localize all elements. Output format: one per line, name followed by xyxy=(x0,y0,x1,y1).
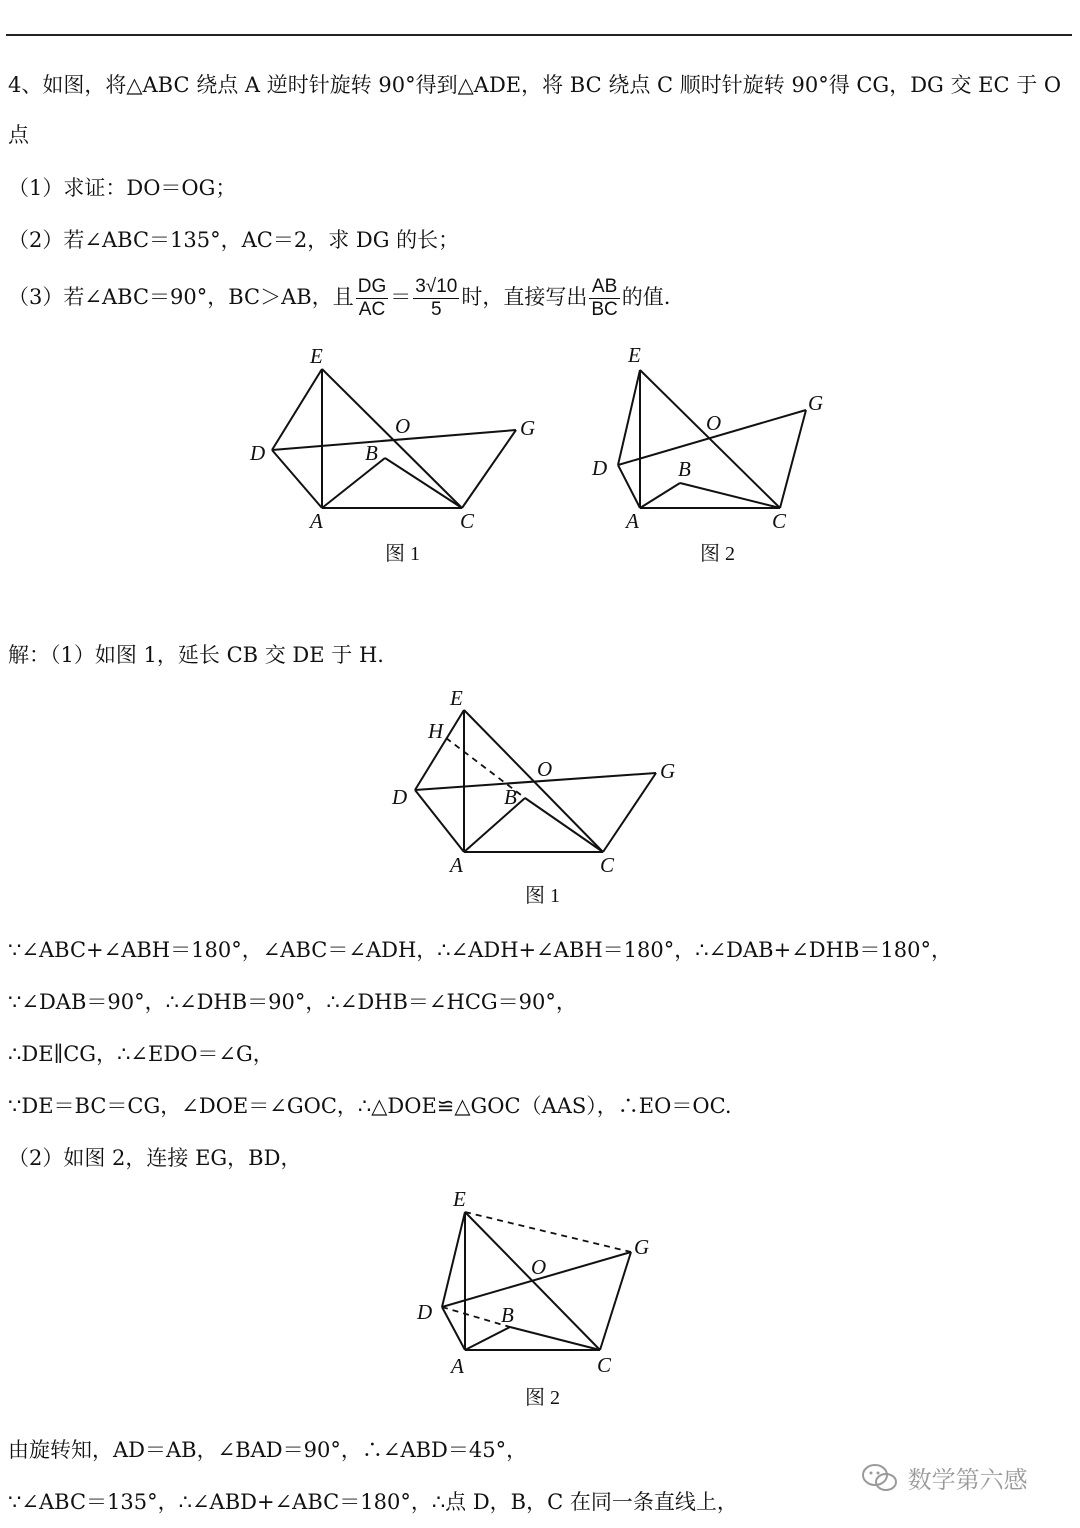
solution-line-3: ∵∠DAB＝90°，∴∠DHB＝90°，∴∠DHB＝∠HCG＝90°， xyxy=(8,990,577,1014)
q3-prefix: （3）若∠ABC＝90°，BC＞AB，且 xyxy=(8,285,354,309)
q3-equals: ＝ xyxy=(390,285,412,309)
label-g: G xyxy=(634,1235,650,1259)
wechat-icon xyxy=(860,1462,900,1494)
label-b: B xyxy=(504,785,517,809)
watermark-text: 数学第六感 xyxy=(907,1466,1028,1494)
label-o: O xyxy=(395,414,411,438)
label-e: E xyxy=(310,344,323,368)
solution-line-4: ∴DE∥CG，∴∠EDO＝∠G， xyxy=(8,1042,274,1066)
label-a: A xyxy=(626,509,639,533)
label-g: G xyxy=(520,416,536,440)
label-o: O xyxy=(706,411,722,435)
fraction-dg-ac: $\frac{DG}{AC}$ xyxy=(357,276,387,320)
solution-line-1: 解：（1）如图 1，延长 CB 交 DE 于 H. xyxy=(8,643,384,667)
solution-line-8: ∵∠ABC＝135°，∴∠ABD+∠ABC＝180°，∴点 D，B，C 在同一条直线上， xyxy=(8,1490,738,1514)
figure-caption-2: 图 2 xyxy=(700,543,735,565)
label-d: D xyxy=(250,441,266,465)
figure-2-solution xyxy=(405,1182,685,1412)
label-o: O xyxy=(537,757,553,781)
label-o: O xyxy=(531,1255,547,1279)
label-a: A xyxy=(451,1354,464,1378)
label-b: B xyxy=(678,457,691,481)
label-c: C xyxy=(600,853,615,877)
label-e: E xyxy=(453,1187,466,1211)
question-1: （1）求证：DO＝OG； xyxy=(8,176,237,200)
solution-line-5: ∵DE＝BC＝CG，∠DOE＝∠GOC，∴△DOE≌△GOC（AAS），∴EO＝OC. xyxy=(8,1094,732,1118)
fraction-3root10-5: $\frac{3√10}{5}$ xyxy=(415,276,458,320)
question-3 xyxy=(8,276,670,321)
solution-line-2: ∵∠ABC+∠ABH＝180°，∠ABC＝∠ADH，∴∠ADH+∠ABH＝180°，∴∠DAB+∠DHB＝180°， xyxy=(8,938,952,962)
figure-2-problem xyxy=(580,340,850,580)
label-a: A xyxy=(310,509,323,533)
question-2: （2）若∠ABC＝135°，AC＝2，求 DG 的长； xyxy=(8,228,460,252)
q3-middle: 时，直接写出 xyxy=(461,285,588,309)
solution-line-7: 由旋转知，AD＝AB，∠BAD＝90°，∴∠ABD＝45°， xyxy=(8,1438,528,1462)
figure-caption-1: 图 1 xyxy=(385,543,420,565)
figure-caption-2: 图 2 xyxy=(525,1387,560,1409)
label-c: C xyxy=(772,509,787,533)
label-b: B xyxy=(501,1303,514,1327)
label-b: B xyxy=(365,441,378,465)
label-a: A xyxy=(450,853,463,877)
label-g: G xyxy=(660,759,676,783)
q3-suffix: 的值. xyxy=(621,285,671,309)
problem-line-1: 4、如图，将△ABC 绕点 A 逆时针旋转 90°得到△ADE，将 BC 绕点 C 顺时针旋转 90°得 CG，DG 交 EC 于 O xyxy=(8,73,1062,97)
top-rule xyxy=(6,34,1072,36)
problem-line-2: 点 xyxy=(8,123,29,147)
label-h: H xyxy=(428,719,444,743)
figure-1-solution xyxy=(380,680,700,910)
label-e: E xyxy=(450,686,463,710)
label-c: C xyxy=(597,1353,612,1377)
label-c: C xyxy=(460,509,475,533)
label-d: D xyxy=(592,456,608,480)
label-d: D xyxy=(417,1300,433,1324)
solution-line-6: （2）如图 2，连接 EG，BD， xyxy=(8,1146,302,1170)
figure-1-problem xyxy=(240,340,560,580)
label-g: G xyxy=(808,391,824,415)
label-e: E xyxy=(628,343,641,367)
figure-caption-1: 图 1 xyxy=(525,885,560,907)
label-d: D xyxy=(392,785,408,809)
watermark xyxy=(860,1460,1060,1500)
fraction-ab-bc: $\frac{AB}{BC}$ xyxy=(591,276,618,320)
